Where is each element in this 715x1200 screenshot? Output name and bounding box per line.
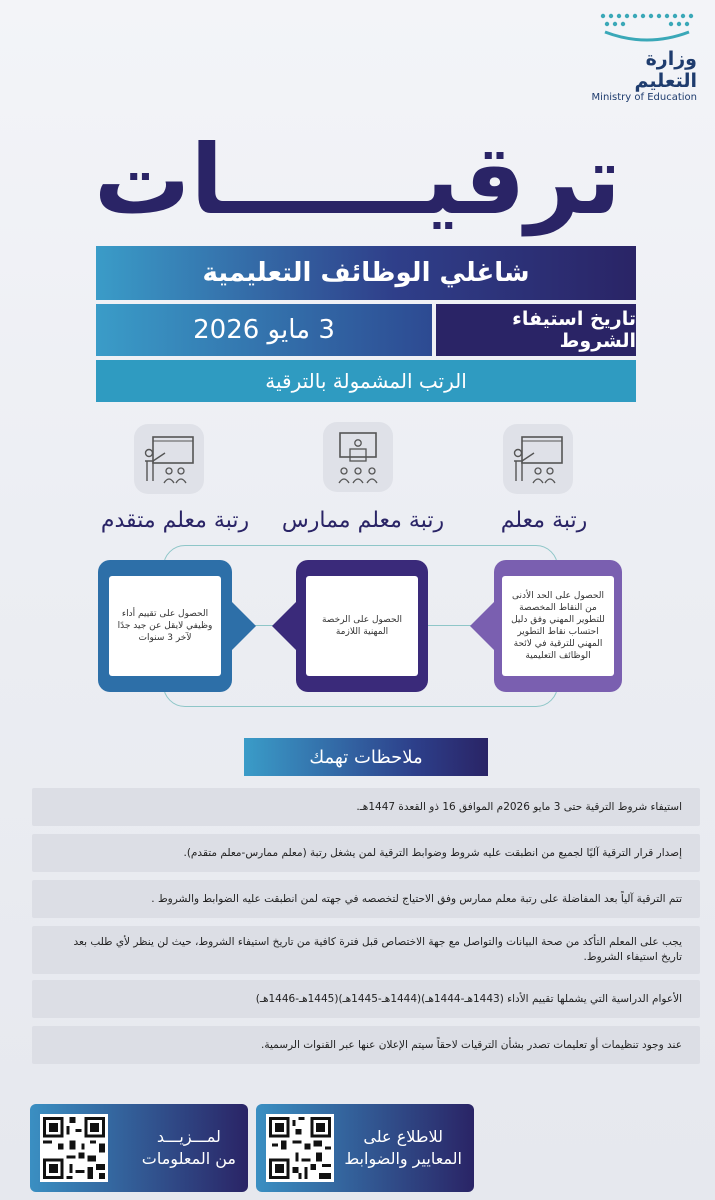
requirement-text-advanced: الحصول على تقييم أداء وظيفي لايقل عن جيد جدًا لآخر 3 سنوات (109, 576, 221, 676)
requirement-text-practitioner: الحصول على الرخصة المهنية اللازمة (306, 576, 418, 676)
card-arrow-icon (230, 600, 256, 652)
standards-line-2: المعايير والضوابط (344, 1149, 462, 1168)
note-item: إصدار قرار الترقية آليًا لجميع من انطبقت عليه شروط وضوابط الترقية لمن يشغل رتبة (معلم ممارس-معلم متقدم). (32, 834, 700, 872)
ranks-heading-bar (96, 360, 636, 402)
logo-arabic-text: وزارة التعليم (634, 48, 697, 92)
card-arrow-icon (272, 600, 298, 652)
note-item: تتم الترقية آلياً بعد المفاضلة على رتبة معلم ممارس وفق الاحتياج لتخصصه في جهته لمن انطبقت عليه الضوابط والشروط . (32, 880, 700, 918)
ministry-logo-icon (597, 8, 697, 46)
ministry-logo (577, 8, 697, 103)
note-item: يجب على المعلم التأكد من صحة البيانات والتواصل مع جهة الاختصاص قبل فترة كافية من تاريخ استيفاء الشروط، حيث لن ينظر لأي طلب بعد تاريخ استيفاء الشروط. (32, 926, 700, 974)
deadline-label-box (436, 304, 636, 356)
requirement-card-advanced (98, 560, 232, 692)
notes-title-bar (244, 738, 488, 776)
standards-qr-box[interactable] (256, 1104, 474, 1192)
ranks-heading: الرتب المشمولة بالترقية (265, 369, 467, 393)
standards-line-1: للاطلاع على (363, 1126, 443, 1146)
notes-title: ملاحظات تهمك (309, 746, 423, 768)
teacher-board-icon (134, 424, 204, 494)
rank-label-advanced: رتبة معلم متقدم (100, 508, 250, 533)
more-info-qr-label (142, 1126, 236, 1171)
qr-code-icon[interactable] (266, 1114, 334, 1182)
qr-code-icon[interactable] (40, 1114, 108, 1182)
more-info-line-1: لمـــزيـــد (156, 1126, 221, 1146)
standards-qr-label (344, 1126, 462, 1171)
requirement-card-practitioner (296, 560, 428, 692)
page-title: ترقيــــــات (93, 124, 622, 236)
more-info-qr-box[interactable] (30, 1104, 248, 1192)
deadline-date-box (96, 304, 432, 356)
deadline-label: تاريخ استيفاء الشروط (512, 308, 636, 352)
requirement-card-teacher (494, 560, 622, 692)
teacher-board-icon (503, 424, 573, 494)
subtitle-bar (96, 246, 636, 300)
logo-english-text: Ministry of Education (591, 92, 697, 103)
card-arrow-icon (470, 600, 496, 652)
more-info-line-2: من المعلومات (141, 1149, 236, 1168)
rank-label-teacher: رتبة معلم (500, 508, 588, 533)
subtitle-text: شاغلي الوظائف التعليمية (202, 258, 530, 288)
deadline-date: 3 مايو 2026 (193, 315, 335, 345)
requirement-text-teacher: الحصول على الحد الأدنى من النقاط المخصصة للتطوير المهني وفق دليل احتساب نقاط التطوير المهني للترقية في لائحة الوظائف التعليمية (502, 576, 614, 676)
note-item: الأعوام الدراسية التي يشملها تقييم الأداء (1443هـ-1444هـ)(1444هـ-1445هـ)(1445هـ-1446هـ) (32, 980, 700, 1018)
deadline-bar (96, 304, 636, 356)
note-item: استيفاء شروط الترقية حتى 3 مايو 2026م الموافق 16 ذو القعدة 1447هـ. (32, 788, 700, 826)
presenter-audience-icon (323, 422, 393, 492)
note-item: عند وجود تنظيمات أو تعليمات تصدر بشأن الترقيات لاحقاً سيتم الإعلان عنها عبر القنوات الرسمية. (32, 1026, 700, 1064)
rank-label-practitioner: رتبة معلم ممارس (281, 508, 445, 533)
